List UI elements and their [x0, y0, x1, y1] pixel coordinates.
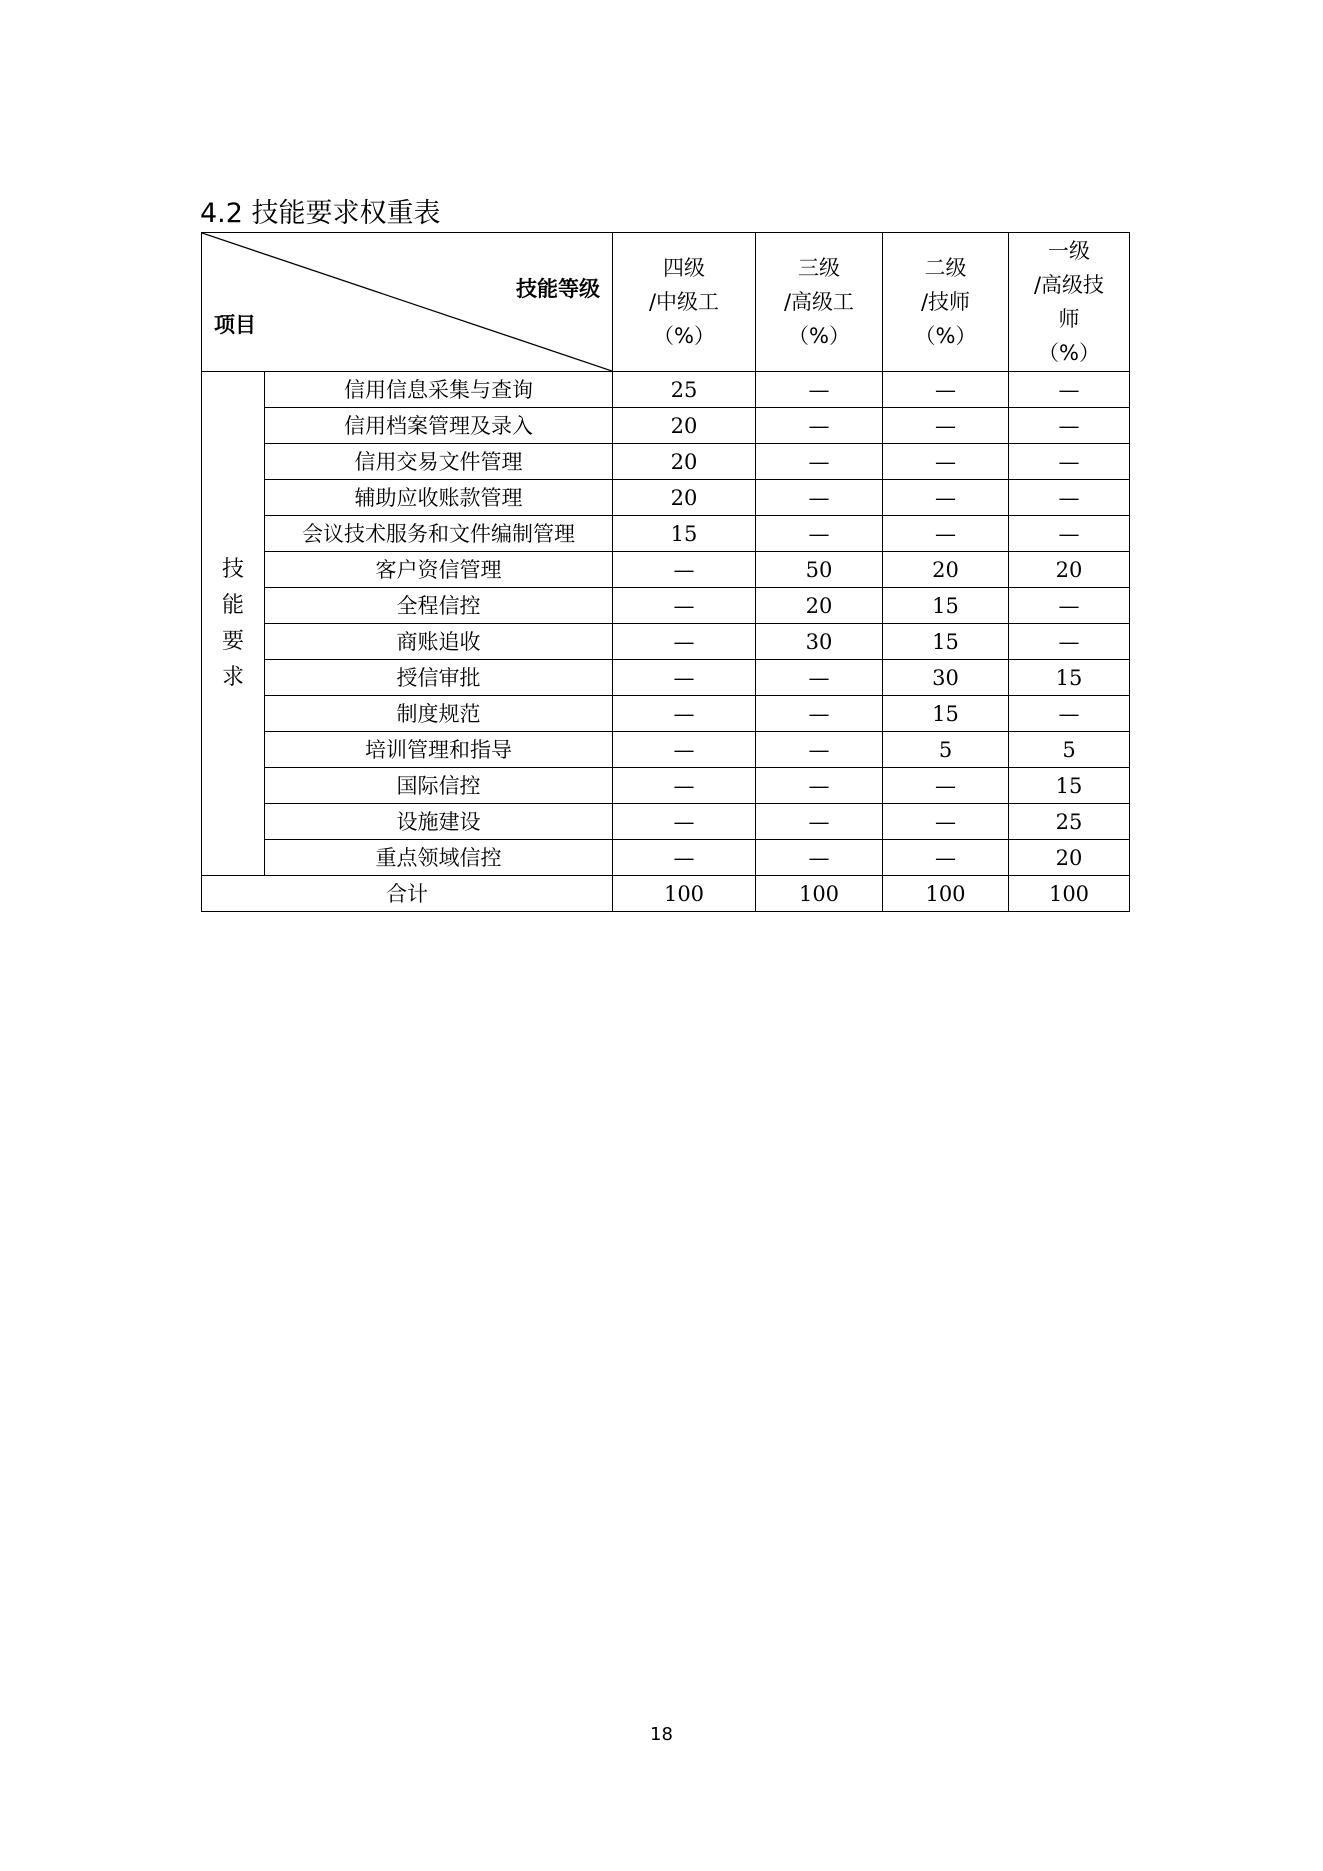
weight-cell: — [756, 444, 883, 480]
skill-requirements-group-cell [202, 372, 265, 876]
weight-cell: 15 [613, 516, 756, 552]
level-header-line: 四级 [663, 256, 705, 280]
table-row [202, 552, 1130, 588]
weight-cell: — [883, 768, 1009, 804]
table-row [202, 516, 1130, 552]
table-row [202, 840, 1130, 876]
item-name-cell: 信用档案管理及录入 [265, 408, 613, 444]
header-row [202, 233, 1130, 372]
weight-cell: — [756, 660, 883, 696]
weight-cell: — [883, 516, 1009, 552]
weight-cell: 15 [1009, 660, 1130, 696]
weight-cell: 15 [883, 696, 1009, 732]
table-row [202, 372, 1130, 408]
weight-cell: 5 [1009, 732, 1130, 768]
weight-cell: 5 [883, 732, 1009, 768]
weight-cell: 20 [613, 444, 756, 480]
level-header-line: /高级技 [1033, 273, 1105, 297]
item-name-cell: 信用交易文件管理 [265, 444, 613, 480]
table-row [202, 660, 1130, 696]
weight-cell: — [883, 408, 1009, 444]
weight-cell: — [613, 732, 756, 768]
level-header-line: （%） [1038, 341, 1100, 365]
weight-cell: 20 [756, 588, 883, 624]
total-label-cell: 合计 [202, 876, 613, 912]
level-header-line: /中级工 [648, 290, 720, 314]
weight-cell: 15 [883, 624, 1009, 660]
weight-cell: — [883, 480, 1009, 516]
weight-cell: — [613, 804, 756, 840]
level-header-3 [756, 233, 883, 372]
weight-cell: — [613, 624, 756, 660]
weight-cell: 15 [1009, 768, 1130, 804]
table-row [202, 588, 1130, 624]
weight-cell: 30 [883, 660, 1009, 696]
section-title: 4.2 技能要求权重表 [200, 198, 441, 229]
group-label-char: 要 [221, 628, 244, 654]
weight-cell: — [613, 552, 756, 588]
level-header-2 [883, 233, 1009, 372]
item-name-cell: 国际信控 [265, 768, 613, 804]
item-name-cell: 信用信息采集与查询 [265, 372, 613, 408]
weight-cell: 20 [613, 480, 756, 516]
item-name-cell: 会议技术服务和文件编制管理 [265, 516, 613, 552]
weight-cell: — [756, 804, 883, 840]
weight-cell: — [883, 804, 1009, 840]
weight-cell: — [883, 840, 1009, 876]
weight-cell: — [1009, 408, 1130, 444]
group-label-char: 技 [221, 556, 244, 582]
item-name-cell: 辅助应收账款管理 [265, 480, 613, 516]
item-label: 项目 [214, 313, 256, 337]
table-row [202, 696, 1130, 732]
item-name-cell: 商账追收 [265, 624, 613, 660]
weight-cell: — [1009, 624, 1130, 660]
weight-cell: — [613, 660, 756, 696]
weight-cell: — [756, 840, 883, 876]
weight-cell: — [1009, 588, 1130, 624]
weight-cell: 20 [1009, 840, 1130, 876]
group-label-char: 能 [221, 592, 244, 618]
level-header-line: 师 [1058, 307, 1080, 331]
weight-cell: — [756, 768, 883, 804]
total-row [202, 876, 1130, 912]
weight-cell: — [1009, 696, 1130, 732]
level-header-line: 二级 [924, 256, 967, 280]
level-header-line: /技师 [920, 290, 971, 314]
item-name-cell: 重点领域信控 [265, 840, 613, 876]
weight-cell: 15 [883, 588, 1009, 624]
diagonal-header-cell [202, 233, 613, 372]
skill-level-label: 技能等级 [516, 277, 600, 301]
item-name-cell: 授信审批 [265, 660, 613, 696]
total-value-cell: 100 [883, 876, 1009, 912]
item-name-cell: 制度规范 [265, 696, 613, 732]
table-row [202, 408, 1130, 444]
group-label-char: 求 [221, 664, 244, 690]
table-row [202, 804, 1130, 840]
weight-cell: — [1009, 480, 1130, 516]
skill-weight-table [201, 232, 1130, 912]
weight-cell: 20 [1009, 552, 1130, 588]
level-header-line: （%） [653, 324, 715, 348]
weight-cell: — [613, 696, 756, 732]
weight-cell: 50 [756, 552, 883, 588]
weight-cell: — [756, 372, 883, 408]
total-value-cell: 100 [756, 876, 883, 912]
level-header-line: 一级 [1048, 239, 1090, 263]
table-row [202, 732, 1130, 768]
weight-cell: — [756, 696, 883, 732]
weight-cell: — [1009, 516, 1130, 552]
table-row [202, 768, 1130, 804]
weight-cell: — [1009, 444, 1130, 480]
page-number: 18 [650, 1724, 673, 1745]
weight-cell: — [613, 840, 756, 876]
weight-cell: 25 [1009, 804, 1130, 840]
level-header-line: /高级工 [783, 290, 855, 314]
level-header-1 [1009, 233, 1130, 372]
item-name-cell: 全程信控 [265, 588, 613, 624]
item-name-cell: 培训管理和指导 [265, 732, 613, 768]
weight-cell: 20 [613, 408, 756, 444]
weight-cell: — [756, 732, 883, 768]
total-value-cell: 100 [1009, 876, 1130, 912]
weight-cell: 20 [883, 552, 1009, 588]
level-header-line: 三级 [798, 256, 840, 280]
item-name-cell: 客户资信管理 [265, 552, 613, 588]
item-name-cell: 设施建设 [265, 804, 613, 840]
table-row [202, 624, 1130, 660]
weight-cell: — [756, 480, 883, 516]
weight-cell: — [756, 408, 883, 444]
level-header-line: （%） [788, 324, 850, 348]
weight-cell: — [613, 588, 756, 624]
weight-cell: 30 [756, 624, 883, 660]
weight-cell: — [883, 444, 1009, 480]
weight-cell: — [883, 372, 1009, 408]
table-row [202, 444, 1130, 480]
weight-cell: — [756, 516, 883, 552]
total-value-cell: 100 [613, 876, 756, 912]
weight-cell: 25 [613, 372, 756, 408]
weight-cell: — [613, 768, 756, 804]
weight-cell: — [1009, 372, 1130, 408]
level-header-line: （%） [914, 324, 977, 348]
level-header-4 [613, 233, 756, 372]
table-row [202, 480, 1130, 516]
